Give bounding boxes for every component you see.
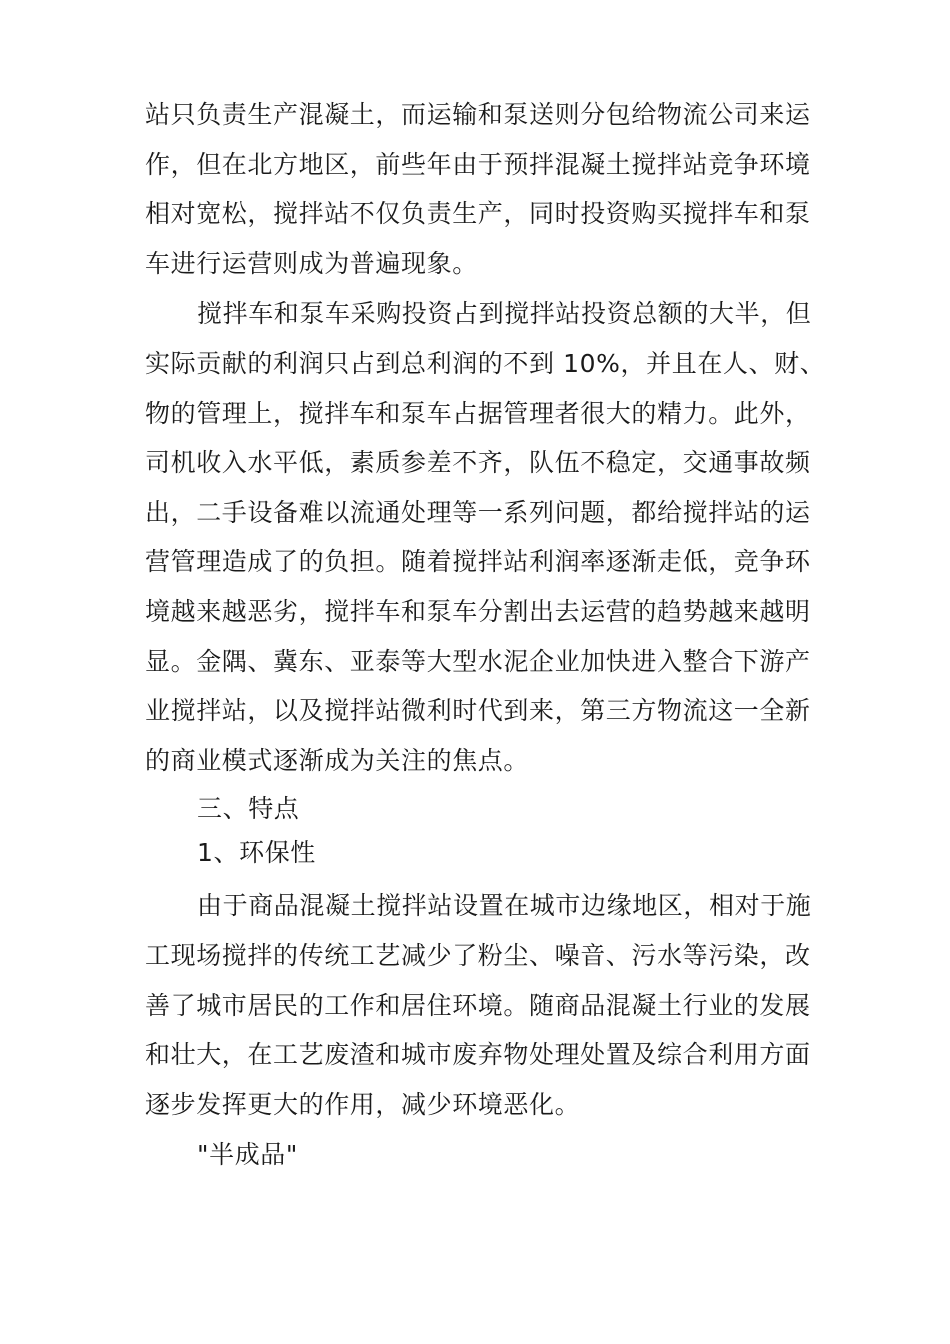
text-line: 司机收入水平低，素质参差不齐，队伍不稳定，交通事故频 — [145, 448, 811, 478]
text-line: 显。金隅、冀东、亚泰等大型水泥企业加快进入整合下游产 — [145, 646, 811, 676]
text-line: 相对宽松，搅拌站不仅负责生产，同时投资购买搅拌车和泵 — [145, 199, 811, 229]
section-heading: 三、特点 — [197, 794, 300, 824]
text-line: 车进行运营则成为普遍现象。 — [145, 248, 478, 278]
text-line: 站只负责生产混凝土，而运输和泵送则分包给物流公司来运 — [145, 100, 811, 129]
paragraph-1 — [145, 90, 810, 288]
text-line: 逐步发挥更大的作用，减少环境恶化。 — [145, 1089, 581, 1119]
document-page — [145, 90, 826, 1177]
text-line: 物的管理上，搅拌车和泵车占据管理者很大的精力。此外， — [145, 398, 811, 428]
subsection-heading: 1、环保性 — [197, 838, 316, 868]
text-line: 作，但在北方地区，前些年由于预拌混凝土搅拌站竞争环境 — [145, 149, 811, 179]
text-line: 境越来越恶劣，搅拌车和泵车分割出去运营的趋势越来越明 — [145, 596, 811, 626]
paragraph-3 — [145, 881, 810, 1129]
trailing-heading: "半成品" — [197, 1140, 298, 1170]
paragraph-2 — [145, 289, 826, 785]
text-line: 工现场搅拌的传统工艺减少了粉尘、噪音、污水等污染，改 — [145, 940, 811, 970]
text-line: 实际贡献的利润只占到总利润的不到 10%，并且在人、财、 — [145, 348, 826, 378]
text-line: 由于商品混凝土搅拌站设置在城市边缘地区，相对于施 — [197, 891, 812, 921]
text-line: 和壮大，在工艺废渣和城市废弃物处理处置及综合利用方面 — [145, 1040, 811, 1070]
text-line: 出，二手设备难以流通处理等一系列问题，都给搅拌站的运 — [145, 497, 811, 527]
text-line: 善了城市居民的工作和居住环境。随商品混凝土行业的发展 — [145, 990, 811, 1020]
text-line: 营管理造成了的负担。随着搅拌站利润率逐渐走低，竞争环 — [145, 547, 811, 577]
text-line: 的商业模式逐渐成为关注的焦点。 — [145, 745, 530, 775]
text-line: 搅拌车和泵车采购投资占到搅拌站投资总额的大半，但 — [197, 299, 812, 329]
text-line: 业搅拌站，以及搅拌站微利时代到来，第三方物流这一全新 — [145, 696, 811, 726]
